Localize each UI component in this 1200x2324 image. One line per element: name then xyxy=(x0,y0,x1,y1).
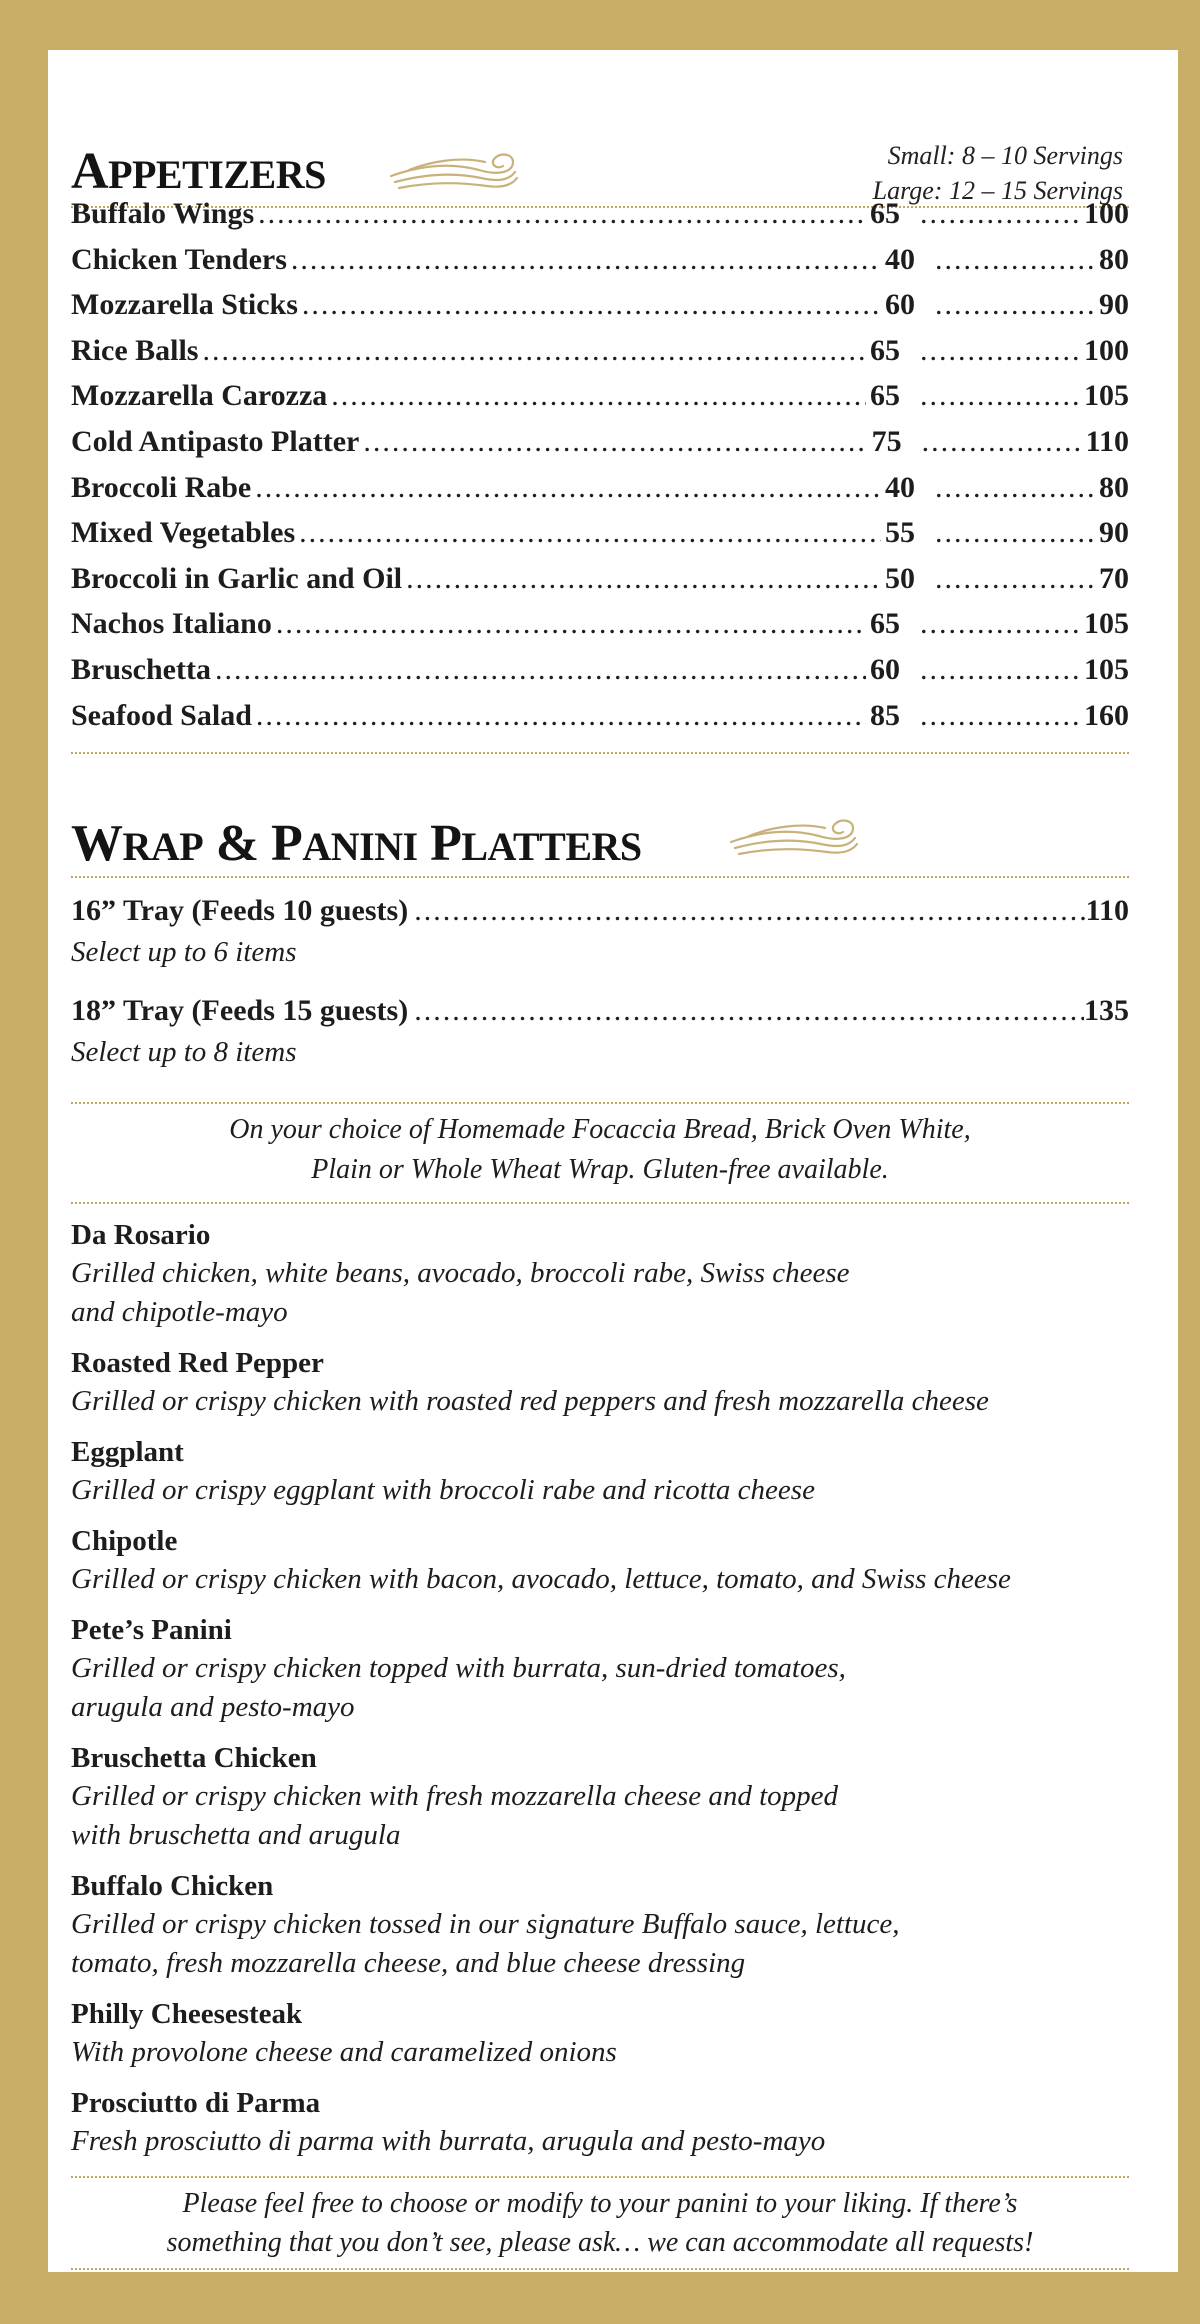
panini-name: Philly Cheesesteak xyxy=(71,1998,303,2030)
item-name: Seafood Salad xyxy=(71,698,252,732)
panini-description: Grilled or crispy chicken with fresh mozzarella cheese and topped with bruschetta and arugula xyxy=(71,1780,839,1851)
divider xyxy=(71,1102,1129,1104)
large-price: 105 xyxy=(1084,652,1129,686)
dot-leader xyxy=(287,237,881,283)
tray-line xyxy=(71,890,1129,932)
large-price: 70 xyxy=(1099,561,1129,595)
bread-note-line: Plain or Whole Wheat Wrap. Gluten-free available. xyxy=(311,1154,889,1185)
item-name: Cold Antipasto Platter xyxy=(71,424,360,458)
footer-line: Please feel free to choose or modify to your panini to your liking. If there’s xyxy=(182,2188,1018,2219)
dot-leader xyxy=(916,191,1082,237)
dot-leader xyxy=(211,647,866,693)
large-price: 160 xyxy=(1084,698,1129,732)
appetizer-row xyxy=(71,282,1129,328)
title-initial: A xyxy=(71,143,109,200)
dot-leader xyxy=(408,990,1084,1032)
dot-leader xyxy=(931,282,1097,328)
large-price: 90 xyxy=(1099,288,1129,322)
small-price: 55 xyxy=(885,516,915,550)
item-name: Mozzarella Carozza xyxy=(71,379,328,413)
wraps-title xyxy=(71,814,642,873)
appetizers-header xyxy=(71,90,1129,206)
title-rest: RAP xyxy=(122,824,204,869)
large-price: 110 xyxy=(1085,424,1129,458)
panini-name: Prosciutto di Parma xyxy=(71,2087,321,2119)
panini-name: Da Rosario xyxy=(71,1219,211,1251)
title-initial: P xyxy=(271,815,303,872)
appetizer-row xyxy=(71,465,1129,511)
dot-leader xyxy=(298,282,881,328)
small-price: 60 xyxy=(870,652,900,686)
panini-description: Grilled or crispy chicken topped with burrata, sun-dried tomatoes, arugula and pesto-mayo xyxy=(71,1652,846,1723)
tray-label: 18” Tray (Feeds 15 guests) xyxy=(71,994,409,1027)
panini-description: Grilled or crispy chicken tossed in our signature Buffalo sauce, lettuce, tomato, fresh mozzarella cheese, and blue cheese dressing xyxy=(71,1908,900,1979)
large-price: 100 xyxy=(1084,197,1129,230)
panini-list xyxy=(71,1216,1129,2173)
dot-leader xyxy=(916,647,1082,693)
tray-price: 135 xyxy=(1084,994,1129,1027)
appetizer-row xyxy=(71,419,1129,465)
item-name: Broccoli Rabe xyxy=(71,470,252,504)
dot-leader xyxy=(252,693,866,739)
large-price: 90 xyxy=(1099,516,1129,550)
small-price: 65 xyxy=(870,333,900,367)
small-price: 40 xyxy=(885,470,915,504)
panini-description: Grilled chicken, white beans, avocado, broccoli rabe, Swiss cheese and chipotle-mayo xyxy=(71,1257,850,1328)
appetizer-row xyxy=(71,191,1129,237)
title-rest: PPETIZERS xyxy=(108,152,326,197)
list-item xyxy=(71,1867,1129,1983)
dot-leader xyxy=(254,191,866,237)
small-price: 60 xyxy=(885,288,915,322)
dot-leader xyxy=(402,556,881,602)
dot-leader xyxy=(272,601,866,647)
panini-name: Bruschetta Chicken xyxy=(71,1742,317,1774)
item-name: Mozzarella Sticks xyxy=(71,288,298,322)
small-price: 85 xyxy=(870,698,900,732)
appetizer-row xyxy=(71,601,1129,647)
panini-name: Roasted Red Pepper xyxy=(71,1347,324,1379)
panini-name: Chipotle xyxy=(71,1525,178,1557)
panini-name: Eggplant xyxy=(71,1436,184,1468)
dot-leader xyxy=(199,328,867,374)
wraps-header xyxy=(71,768,1129,878)
small-price: 65 xyxy=(870,197,900,230)
dot-leader xyxy=(931,465,1097,511)
list-item xyxy=(71,1739,1129,1855)
large-price: 100 xyxy=(1084,333,1129,367)
dot-leader xyxy=(916,328,1082,374)
list-item xyxy=(71,1344,1129,1421)
tray-price: 110 xyxy=(1085,894,1129,927)
panini-description: With provolone cheese and caramelized onions xyxy=(71,2036,617,2068)
tray-option xyxy=(71,990,1129,1072)
item-name: Chicken Tenders xyxy=(71,242,287,276)
title-initial: P xyxy=(430,815,462,872)
divider xyxy=(71,876,1129,878)
list-item xyxy=(71,1433,1129,1510)
divider xyxy=(71,2176,1129,2178)
title-initial: W xyxy=(71,815,123,872)
tray-option xyxy=(71,890,1129,972)
dot-leader xyxy=(918,419,1084,465)
large-size-label: Large: 12 – 15 Servings xyxy=(872,176,1123,205)
tray-line xyxy=(71,990,1129,1032)
large-price: 80 xyxy=(1099,242,1129,276)
dot-leader xyxy=(327,373,866,419)
item-name: Broccoli in Garlic and Oil xyxy=(71,561,403,595)
dot-leader xyxy=(931,556,1097,602)
appetizer-row xyxy=(71,693,1129,739)
swirl-ornament-icon xyxy=(729,814,861,866)
divider xyxy=(71,2268,1129,2270)
appetizer-list xyxy=(71,191,1129,738)
panini-name: Pete’s Panini xyxy=(71,1614,232,1646)
list-item xyxy=(71,1216,1129,1332)
dot-leader xyxy=(359,419,867,465)
small-price: 50 xyxy=(885,561,915,595)
dot-leader xyxy=(931,237,1097,283)
panini-name: Buffalo Chicken xyxy=(71,1870,274,1902)
list-item xyxy=(71,2084,1129,2161)
item-name: Buffalo Wings xyxy=(71,197,255,230)
dot-leader xyxy=(916,601,1082,647)
small-price: 65 xyxy=(870,607,900,641)
small-size-label: Small: 8 – 10 Servings xyxy=(887,141,1123,170)
panini-description: Fresh prosciutto di parma with burrata, arugula and pesto-mayo xyxy=(71,2125,826,2157)
tray-label: 16” Tray (Feeds 10 guests) xyxy=(71,894,409,927)
footer-note xyxy=(71,2184,1129,2262)
divider xyxy=(71,1202,1129,1204)
panini-description: Grilled or crispy chicken with bacon, avocado, lettuce, tomato, and Swiss cheese xyxy=(71,1563,1011,1595)
dot-leader xyxy=(931,510,1097,556)
divider xyxy=(71,752,1129,754)
large-price: 105 xyxy=(1084,379,1129,413)
list-item xyxy=(71,1522,1129,1599)
item-name: Bruschetta xyxy=(71,652,211,686)
title-rest: ANINI xyxy=(302,824,418,869)
bread-note-line: On your choice of Homemade Focaccia Bread, Brick Oven White, xyxy=(229,1114,971,1145)
title-ampersand: & xyxy=(215,815,259,872)
item-name: Nachos Italiano xyxy=(71,607,272,641)
tray-note: Select up to 8 items xyxy=(71,1036,297,1068)
small-price: 40 xyxy=(885,242,915,276)
footer-line: something that you don’t see, please ask… we can accommodate all requests! xyxy=(166,2227,1034,2258)
menu-page xyxy=(48,50,1178,2272)
bread-note xyxy=(71,1110,1129,1190)
title-rest: LATTERS xyxy=(461,824,642,869)
dot-leader xyxy=(251,465,881,511)
dot-leader xyxy=(295,510,881,556)
item-name: Mixed Vegetables xyxy=(71,516,296,550)
list-item xyxy=(71,1995,1129,2072)
appetizer-row xyxy=(71,373,1129,419)
list-item xyxy=(71,1611,1129,1727)
dot-leader xyxy=(916,693,1082,739)
small-price: 65 xyxy=(870,379,900,413)
appetizer-row xyxy=(71,647,1129,693)
appetizer-row xyxy=(71,328,1129,374)
appetizer-row xyxy=(71,510,1129,556)
tray-note: Select up to 6 items xyxy=(71,936,297,968)
small-price: 75 xyxy=(871,424,902,458)
appetizer-row xyxy=(71,237,1129,283)
panini-description: Grilled or crispy chicken with roasted red peppers and fresh mozzarella cheese xyxy=(71,1385,989,1417)
panini-description: Grilled or crispy eggplant with broccoli rabe and ricotta cheese xyxy=(71,1474,815,1506)
dot-leader xyxy=(408,890,1085,932)
large-price: 80 xyxy=(1099,470,1129,504)
dot-leader xyxy=(916,373,1082,419)
appetizer-row xyxy=(71,556,1129,602)
large-price: 105 xyxy=(1084,607,1129,641)
item-name: Rice Balls xyxy=(71,333,199,367)
